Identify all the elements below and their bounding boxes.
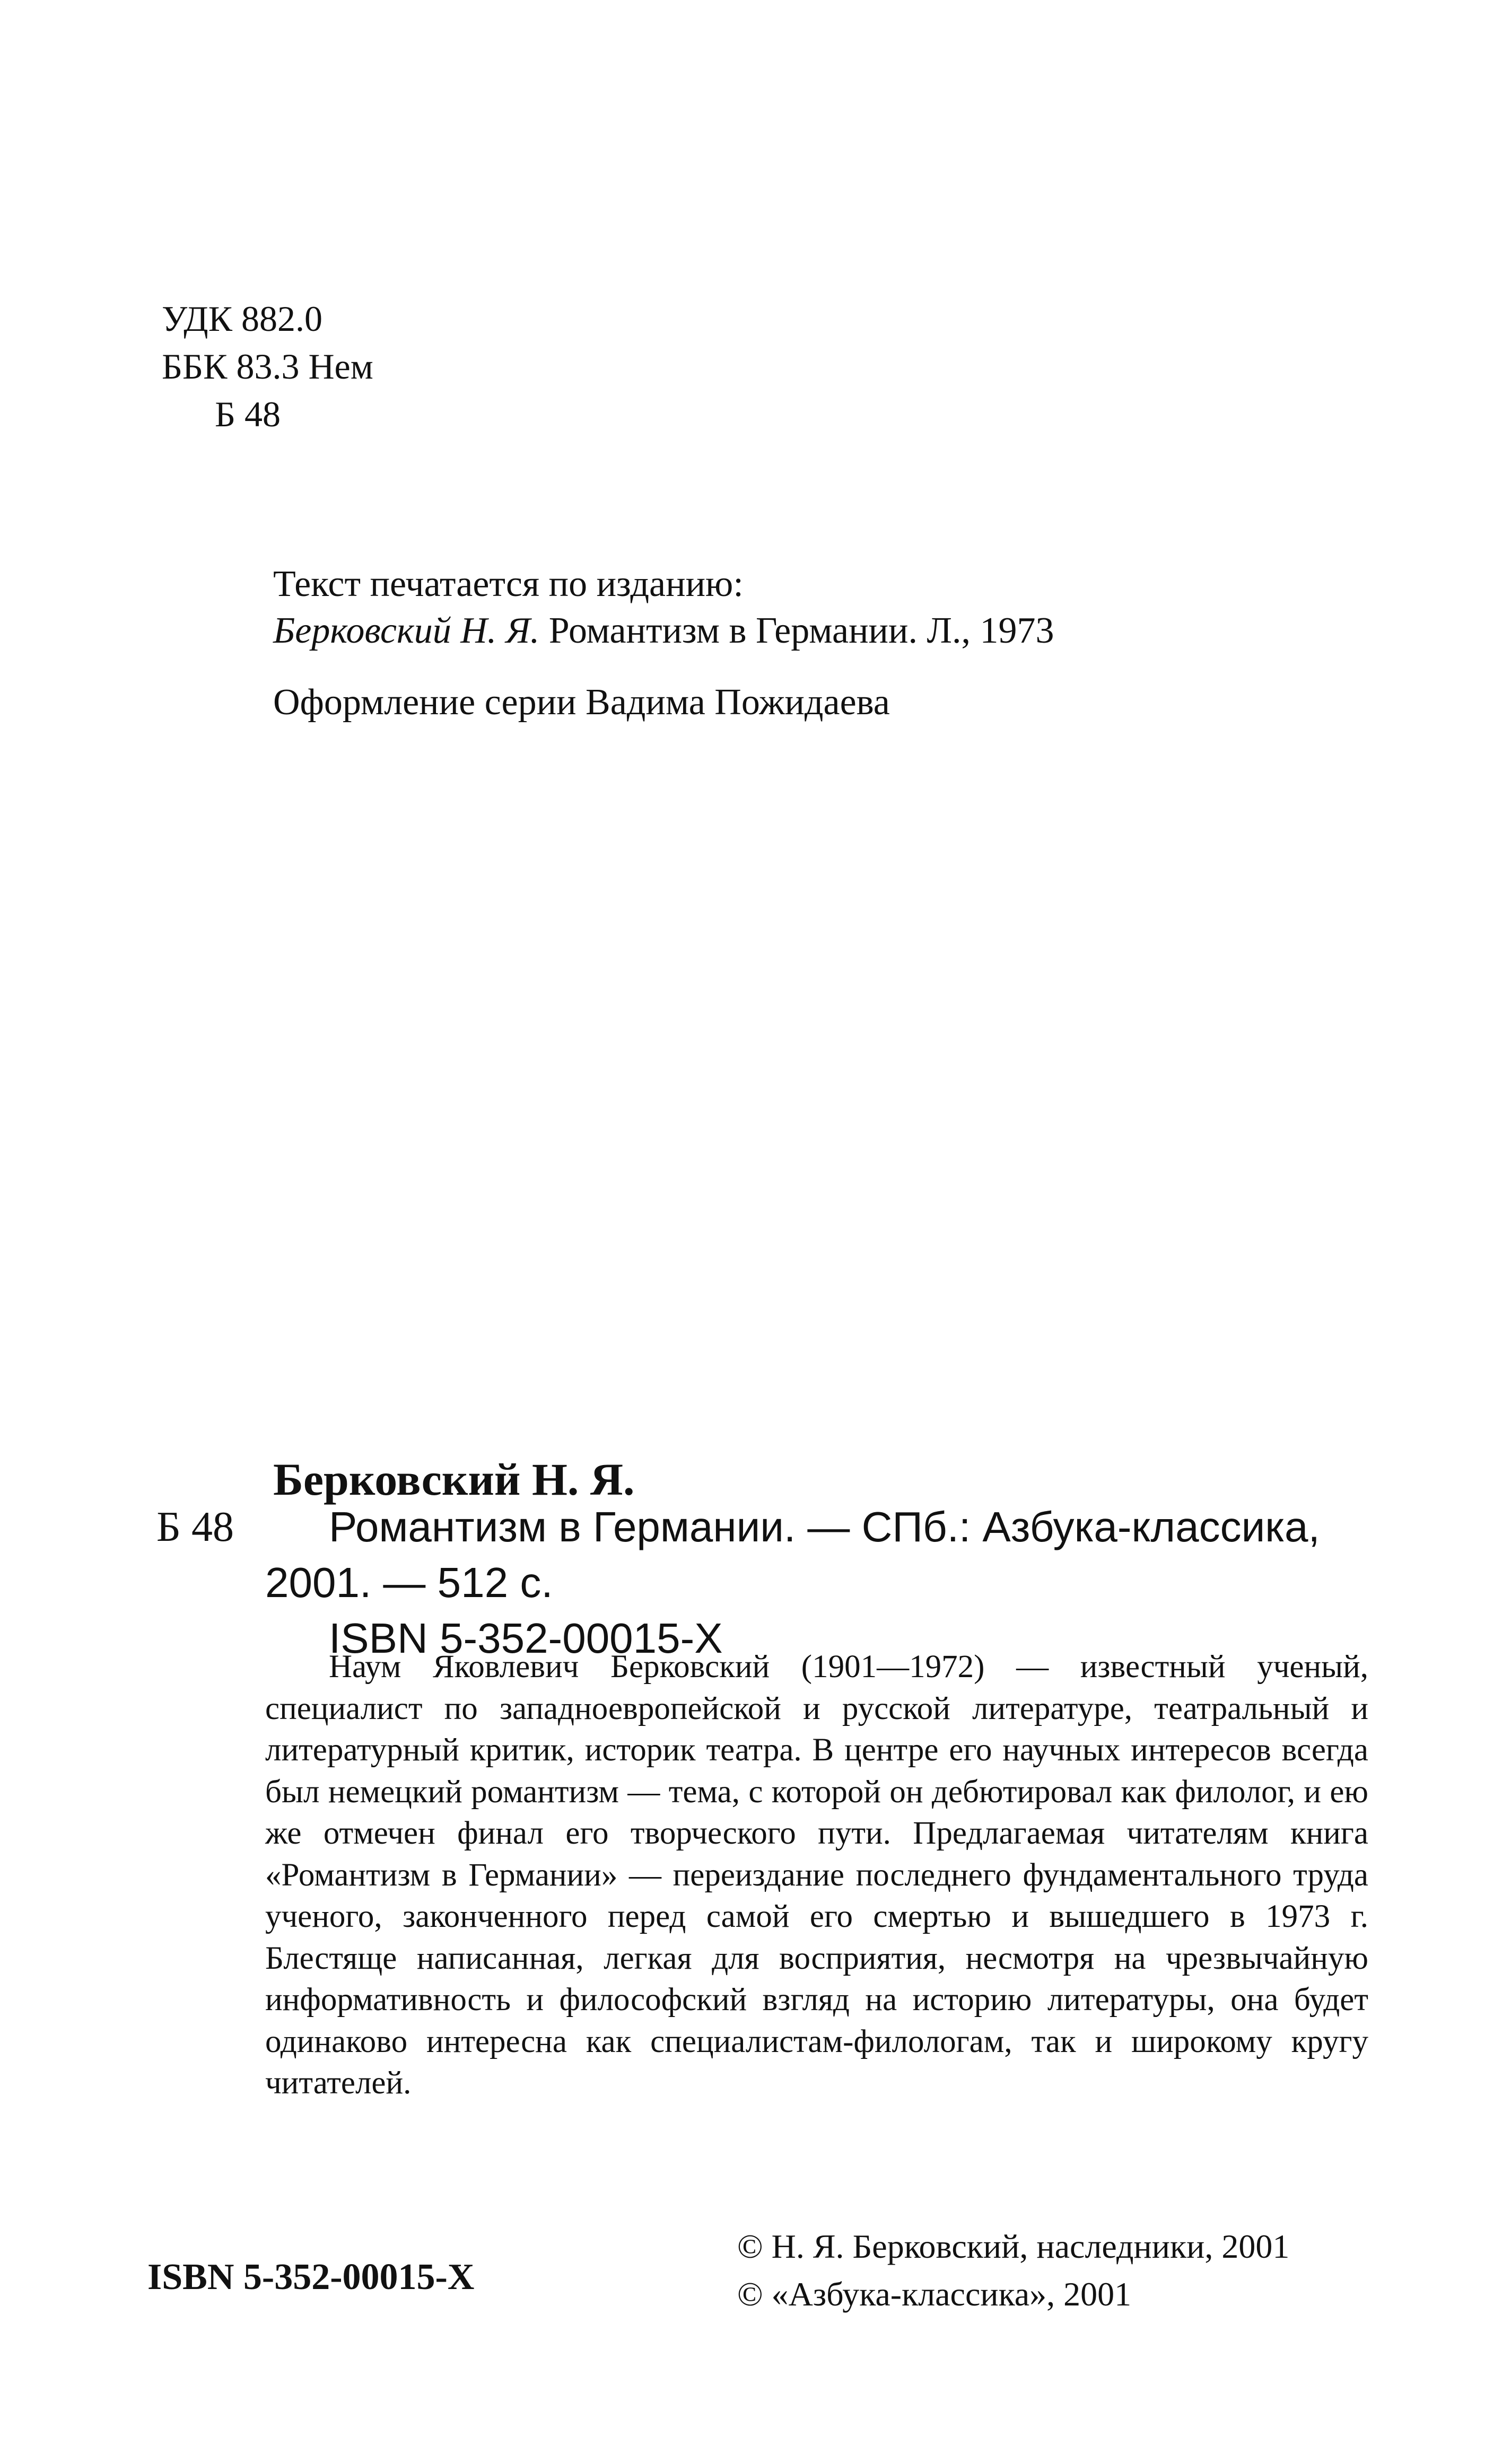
- udk-code: УДК 882.0: [162, 299, 323, 339]
- copyright-author: © Н. Я. Берковский, наследники, 2001: [737, 2228, 1290, 2265]
- footer-isbn: ISBN 5-352-00015-X: [147, 2257, 475, 2298]
- source-citation: [273, 606, 1054, 656]
- cutter-code: Б 48: [215, 394, 281, 434]
- source-author: Берковский Н. Я.: [273, 610, 540, 651]
- catalog-isbn: ISBN 5-352-00015-X: [329, 1615, 723, 1662]
- book-annotation: Наум Яковлевич Берковский (1901—1972) — известный ученый, специалист по западноевропейской и русской литературе, театральный и литературный критик, историк театра. В центре его научных интересов всегда был немецкий романтизм — тема, с которой он дебютировал как филолог, и ею же отмечен финал его творческого пути. Предлагаемая читателям книга «Романтизм в Германии» — переиздание последнего фундаментального труда ученого, законченного перед самой его смертью и вышедшего в 1973 г. Блестяще написанная, легкая для восприятия, несмотря на чрезвычайную информативность и философский взгляд на историю литературы, она будет одинаково интересна как специалистам-филологам, так и широкому кругу читателей.: [265, 1649, 1368, 2101]
- author-heading: Берковский Н. Я.: [273, 1454, 635, 1505]
- bibliographic-title-line: Романтизм в Германии. — СПб.: Азбука-классика,: [329, 1503, 1320, 1550]
- catalog-cutter-code: Б 48: [156, 1504, 234, 1550]
- source-intro: Текст печатается по изданию:: [273, 564, 744, 604]
- bbk-code: ББК 83.3 Нем: [162, 346, 373, 387]
- source-title: Романтизм в Германии. Л., 1973: [539, 610, 1054, 651]
- series-design-credit: Оформление серии Вадима Пожидаева: [273, 682, 890, 723]
- bibliographic-year-pages: 2001. — 512 с.: [265, 1559, 553, 1606]
- copyright-publisher: © «Азбука-классика», 2001: [737, 2275, 1132, 2313]
